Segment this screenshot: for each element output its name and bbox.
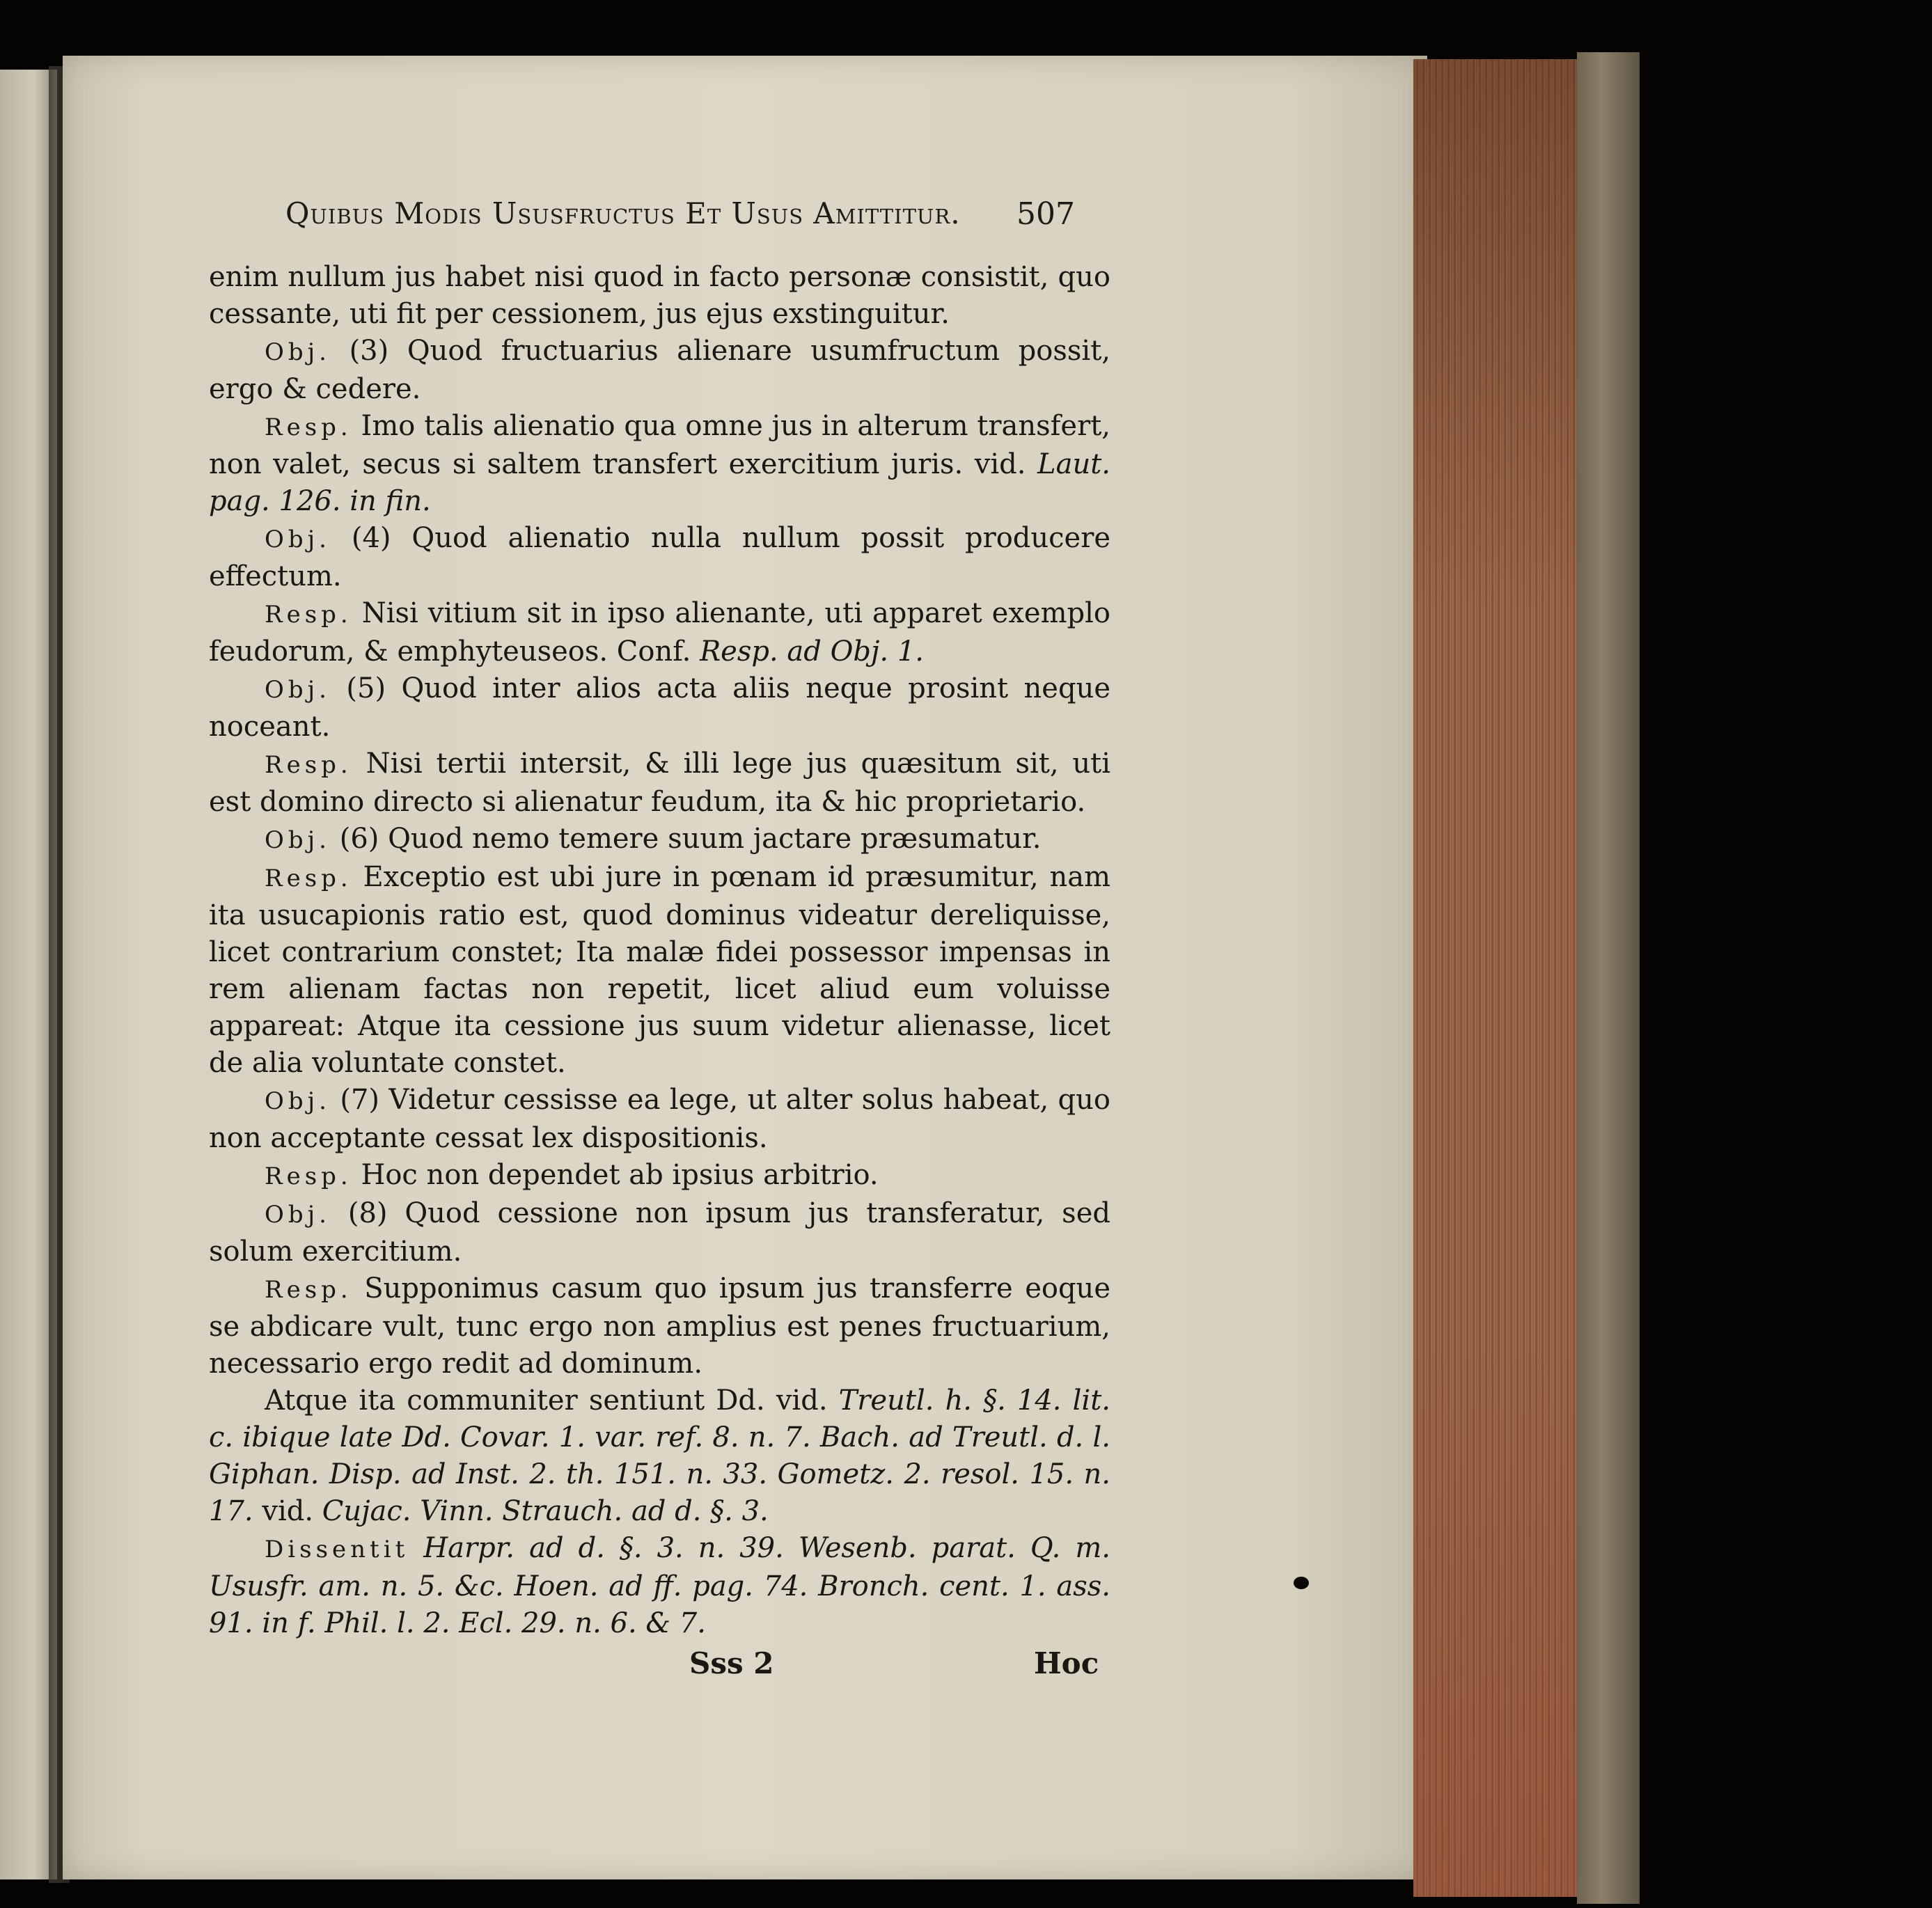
printer-signature: Sss 2 bbox=[689, 1646, 774, 1680]
objection-label: Obj. bbox=[265, 338, 331, 366]
body-text bbox=[209, 259, 1111, 1639]
response-label: Resp. bbox=[265, 1162, 352, 1190]
paragraph-text: vid. bbox=[262, 1495, 314, 1527]
paragraph bbox=[209, 859, 1110, 1082]
running-head: Quibus Modis Ususfructus Et Usus Amittitur. bbox=[285, 196, 961, 230]
response-label: Resp. bbox=[265, 601, 352, 629]
paragraph bbox=[209, 1382, 1110, 1530]
citation: Harpr. ad d. §. 3. n. 39. Wesenb. parat. Q. m. Ususfr. am. n. 5. &c. Hoen. ad ff. pag. 74. Bronch. cent. 1. ass. 91. in f. Phil. l. 2. Ecl. 29. n. 6. & 7. bbox=[209, 1532, 1110, 1639]
citation: Laut. pag. 126. in fin. bbox=[209, 448, 1111, 517]
response-label: Resp. bbox=[265, 751, 352, 779]
page-edges bbox=[1413, 59, 1584, 1897]
citation: Cujac. Vinn. Strauch. ad d. §. 3. bbox=[322, 1495, 769, 1527]
paragraph bbox=[209, 670, 1110, 746]
paragraph bbox=[209, 333, 1110, 408]
response-label: Resp. bbox=[265, 1276, 352, 1304]
paragraph-text: Nisi tertii intersit, & illi lege jus quæsitum sit, uti est domino directo si alienatur feudum, ita & hic proprietario. bbox=[209, 748, 1110, 818]
paragraph-text: (7) Videtur cessisse ea lege, ut alter solus habeat, quo non acceptante cessat lex dispositionis. bbox=[209, 1084, 1111, 1154]
page-number: 507 bbox=[1016, 196, 1075, 232]
paragraph-text: Supponimus casum quo ipsum jus transferre eoque se abdicare vult, tunc ergo non amplius est penes fructuarium, necessario ergo redit ad dominum. bbox=[209, 1272, 1110, 1380]
objection-label: Obj. bbox=[265, 826, 331, 854]
catchword: Hoc bbox=[1034, 1646, 1099, 1680]
book-cover bbox=[1577, 52, 1640, 1904]
paragraph-text: (8) Quod cessione non ipsum jus transferatur, sed solum exercitium. bbox=[209, 1197, 1110, 1268]
paragraph bbox=[209, 408, 1110, 520]
paragraph-text: Exceptio est ubi jure in pœnam id præsumitur, nam ita usucapionis ratio est, quod dominus videatur dereliquisse, licet contrarium constet; Ita malæ fidei possessor impensas in rem alienam factas non repetit, licet aliud eum voluisse appareat: Atque ita cessione jus suum videtur alienasse, licet de alia voluntate constet. bbox=[209, 861, 1111, 1079]
citation: Treutl. h. §. 14. lit. c. ibique late Dd. Covar. 1. var. ref. 8. n. 7. Bach. ad Treutl. d. l. Giphan. Disp. ad Inst. 2. th. 151. n. 33. Gometz. 2. resol. 15. n. 17. bbox=[209, 1385, 1110, 1527]
paragraph bbox=[209, 1157, 1110, 1195]
paragraph-text: (3) Quod fructuarius alienare usumfructum possit, ergo & cedere. bbox=[209, 335, 1110, 405]
paragraph bbox=[209, 1195, 1110, 1270]
ink-spot bbox=[1294, 1577, 1309, 1589]
objection-label: Obj. bbox=[265, 676, 331, 704]
paragraph bbox=[209, 259, 1110, 333]
paragraph-text: Imo talis alienatio qua omne jus in alterum transfert, non valet, secus si saltem transfert exercitium juris. vid. bbox=[209, 410, 1111, 480]
paragraph bbox=[209, 1082, 1110, 1157]
paragraph bbox=[209, 595, 1110, 670]
paragraph-text: enim nullum jus habet nisi quod in facto personæ consistit, quo cessante, uti fit per cessionem, jus ejus exstinguitur. bbox=[209, 261, 1110, 330]
paragraph-text: Atque ita communiter sentiunt Dd. vid. bbox=[265, 1385, 828, 1417]
paragraph bbox=[209, 1270, 1110, 1382]
paragraph bbox=[209, 520, 1110, 595]
paragraph-text: Hoc non dependet ab ipsius arbitrio. bbox=[361, 1159, 879, 1191]
paragraph-text: Nisi vitium sit in ipso alienante, uti apparet exemplo feudorum, & emphyteuseos. Conf. bbox=[209, 597, 1110, 668]
paragraph-text: (4) Quod alienatio nulla nullum possit producere effectum. bbox=[209, 522, 1111, 592]
citation: Resp. ad Obj. 1. bbox=[700, 636, 924, 668]
paragraph bbox=[209, 821, 1110, 859]
objection-label: Obj. bbox=[265, 1087, 331, 1115]
dissent-label: Dissentit bbox=[265, 1536, 409, 1563]
paragraph-text: (5) Quod inter alios acta aliis neque prosint neque noceant. bbox=[209, 672, 1110, 743]
paragraph bbox=[209, 746, 1110, 821]
paragraph-text: (6) Quod nemo temere suum jactare præsumatur. bbox=[339, 823, 1042, 855]
response-label: Resp. bbox=[265, 865, 352, 892]
paragraph bbox=[209, 1530, 1110, 1642]
objection-label: Obj. bbox=[265, 526, 331, 553]
objection-label: Obj. bbox=[265, 1201, 331, 1229]
response-label: Resp. bbox=[265, 413, 352, 441]
